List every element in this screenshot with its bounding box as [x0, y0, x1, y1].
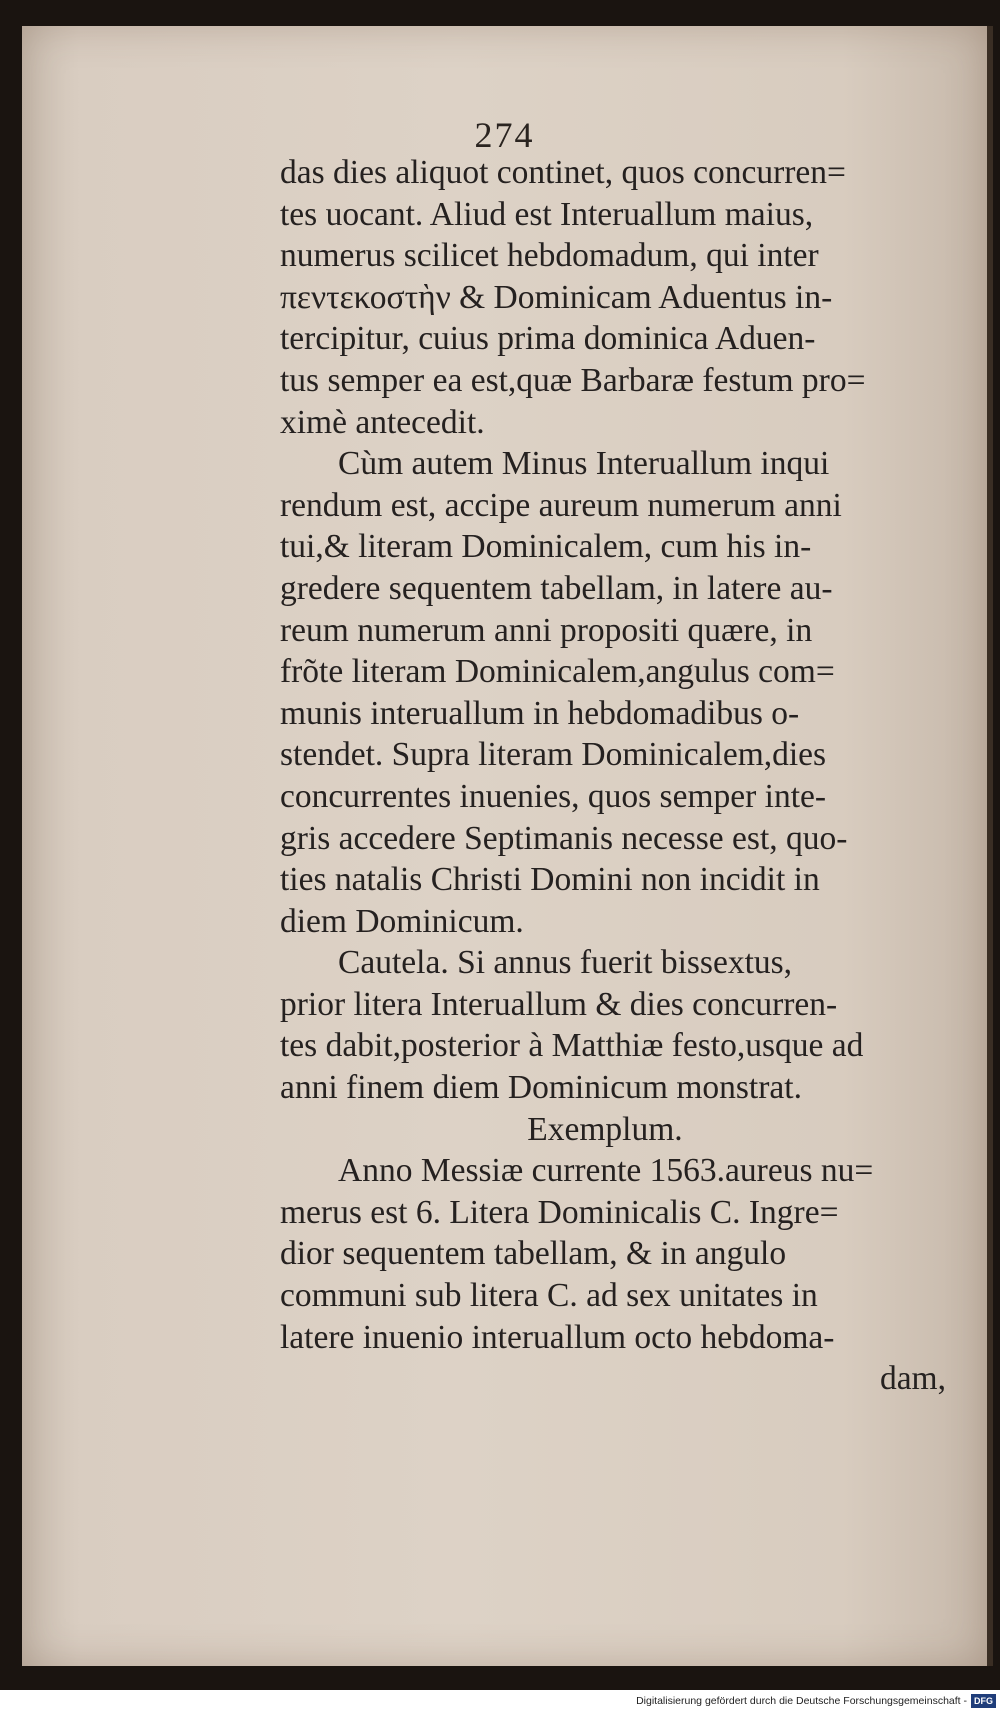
- footer-credit: Digitalisierung gefördert durch die Deutsche Forschungsgemeinschaft -: [636, 1695, 967, 1707]
- text-line: gris accedere Septimanis necesse est, quo-: [280, 819, 848, 857]
- text-line: Cùm autem Minus Interuallum inqui: [338, 445, 830, 483]
- text-line: merus est 6. Litera Dominicalis C. Ingre=: [280, 1193, 839, 1231]
- text-line: anni finem diem Dominicum monstrat.: [280, 1069, 802, 1107]
- dfg-logo: DFG: [971, 1694, 996, 1708]
- footer: [0, 1690, 1000, 1712]
- text-line: tes uocant. Aliud est Interuallum maius,: [280, 195, 814, 233]
- text-line: Anno Messiæ currente 1563.aureus nu=: [338, 1152, 874, 1190]
- text-line: πεντεκοστὴν & Dominicam Aduentus in-: [280, 278, 833, 316]
- text-line: concurrentes inuenies, quos semper inte-: [280, 777, 827, 815]
- text-block: [280, 152, 970, 1400]
- text-line: dam,: [879, 1360, 946, 1398]
- text-line: stendet. Supra literam Dominicalem,dies: [280, 736, 827, 774]
- text-line: frõte literam Dominicalem,angulus com=: [280, 653, 835, 691]
- text-line: Cautela. Si annus fuerit bissextus,: [338, 944, 793, 982]
- text-line: tui,& literam Dominicalem, cum his in-: [280, 528, 812, 566]
- text-line: tus semper ea est,quæ Barbaræ festum pro=: [280, 361, 866, 399]
- text-line: numerus scilicet hebdomadum, qui inter: [280, 237, 819, 275]
- text-line: dior sequentem tabellam, & in angulo: [280, 1235, 787, 1273]
- text-line: latere inuenio interuallum octo hebdoma-: [280, 1318, 835, 1356]
- text-line: tercipitur, cuius prima dominica Aduen-: [280, 320, 816, 358]
- text-line: diem Dominicum.: [280, 902, 524, 940]
- text-line: gredere sequentem tabellam, in latere au-: [280, 569, 833, 607]
- text-line: ximè antecedit.: [280, 403, 485, 441]
- text-line: reum numerum anni propositi quære, in: [280, 611, 813, 649]
- text-line: ties natalis Christi Domini non incidit in: [280, 861, 820, 899]
- text-line: prior litera Interuallum & dies concurren-: [280, 985, 838, 1023]
- book-page: [22, 26, 993, 1666]
- text-line: das dies aliquot continet, quos concurren=: [280, 154, 846, 191]
- text-line: Exemplum.: [527, 1110, 683, 1148]
- text-line: tes dabit,posterior à Matthiæ festo,usque ad: [280, 1027, 864, 1065]
- text-line: munis interuallum in hebdomadibus o-: [280, 694, 800, 732]
- page-number: 274: [474, 115, 535, 155]
- text-line: rendum est, accipe aureum numerum anni: [280, 486, 842, 524]
- text-line: communi sub litera C. ad sex unitates in: [280, 1277, 818, 1315]
